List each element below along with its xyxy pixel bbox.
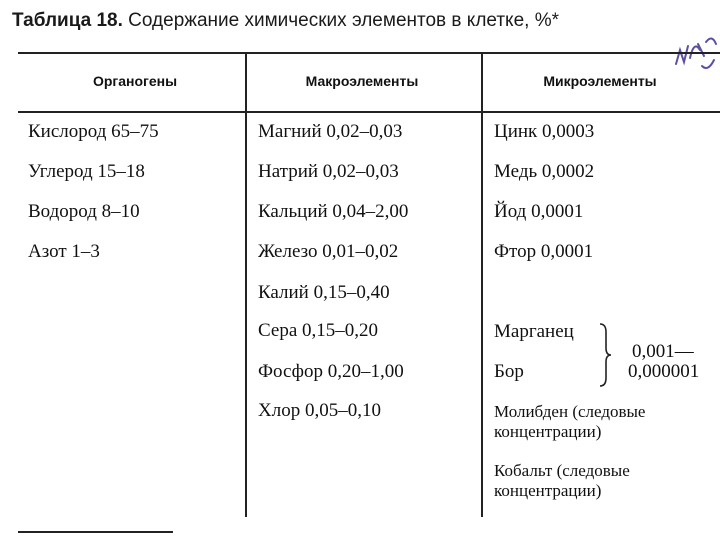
macro-sodium: Натрий 0,02–0,03 (258, 161, 399, 182)
macro-magnesium: Магний 0,02–0,03 (258, 121, 403, 142)
organogen-carbon: Углерод 15–18 (28, 161, 145, 182)
macro-phosphorus: Фосфор 0,20–1,00 (258, 361, 404, 382)
header-microelements: Микроэлементы (543, 73, 657, 89)
header-macroelements: Макроэлементы (305, 73, 419, 89)
micro-range-upper: 0,001— (632, 341, 694, 362)
organogen-hydrogen: Водород 8–10 (28, 201, 140, 222)
column-divider-1 (245, 52, 247, 517)
macro-chlorine: Хлор 0,05–0,10 (258, 400, 381, 421)
micro-molybdenum-line1: Молибден (следовые (494, 402, 646, 421)
macro-iron: Железо 0,01–0,02 (258, 241, 399, 262)
micro-range-lower: 0,000001 (628, 361, 700, 382)
header-bottom-rule (18, 111, 720, 113)
micro-manganese: Марганец (494, 321, 574, 342)
micro-copper: Медь 0,0002 (494, 161, 595, 182)
table-caption (12, 10, 559, 32)
micro-iodine: Йод 0,0001 (494, 201, 584, 222)
micro-zinc: Цинк 0,0003 (494, 121, 595, 142)
header-organogens: Органогены (92, 73, 178, 89)
macro-sulfur: Сера 0,15–0,20 (258, 320, 379, 341)
table-top-rule (18, 52, 720, 54)
table-number: Таблица 18. (12, 10, 123, 31)
organogen-nitrogen: Азот 1–3 (28, 241, 100, 262)
micro-fluorine: Фтор 0,0001 (494, 241, 594, 262)
macro-potassium: Калий 0,15–0,40 (258, 282, 390, 303)
footnote-rule (18, 531, 173, 533)
column-divider-2 (481, 52, 483, 517)
micro-boron: Бор (494, 361, 524, 382)
micro-molybdenum-line2: концентрации) (494, 422, 602, 441)
organogen-oxygen: Кислород 65–75 (28, 121, 159, 142)
micro-cobalt-line1: Кобальт (следовые (494, 461, 630, 480)
macro-calcium: Кальций 0,04–2,00 (258, 201, 409, 222)
micro-cobalt-line2: концентрации) (494, 481, 602, 500)
curly-brace-icon (598, 322, 612, 388)
handwritten-mark-icon (672, 20, 720, 80)
table-title: Содержание химических элементов в клетке, %* (122, 10, 559, 31)
